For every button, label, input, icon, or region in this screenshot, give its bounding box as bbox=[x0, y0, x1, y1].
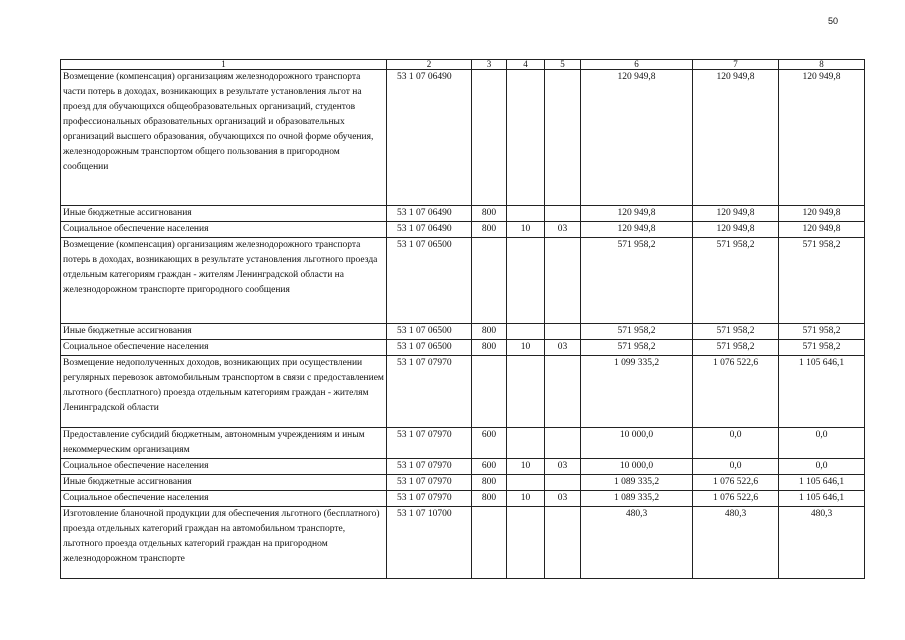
row-value-col6: 10 000,0 bbox=[581, 459, 693, 475]
row-value-col8: 571 958,2 bbox=[779, 238, 865, 324]
row-section bbox=[507, 356, 545, 428]
row-value-col7: 571 958,2 bbox=[693, 238, 779, 324]
table-row bbox=[61, 491, 865, 507]
row-value-col6: 1 089 335,2 bbox=[581, 475, 693, 491]
row-expense-type bbox=[472, 356, 507, 428]
table-row bbox=[61, 324, 865, 340]
row-section bbox=[507, 475, 545, 491]
row-value-col7: 1 076 522,6 bbox=[693, 475, 779, 491]
row-value-col8: 0,0 bbox=[779, 428, 865, 459]
row-value-col6: 1 089 335,2 bbox=[581, 491, 693, 507]
row-expense-type: 800 bbox=[472, 491, 507, 507]
row-name: Возмещение (компенсация) организациям железнодорожного транспорта части потерь в доходах, возникающих в результате установления льгот на проезд для обучающихся общеобразовательных организаций, студентов профессиональных образовательных организаций и образовательных организаций высшего образования, обучающихся по очной форме обучения, железнодорожным транспортом общего пользования в пригородном сообщении bbox=[61, 70, 387, 206]
table-row bbox=[61, 70, 865, 206]
row-expense-type bbox=[472, 238, 507, 324]
row-expense-type: 600 bbox=[472, 428, 507, 459]
row-subsection: 03 bbox=[545, 340, 581, 356]
row-name: Социальное обеспечение населения bbox=[61, 491, 387, 507]
header-col-2: 2 bbox=[387, 60, 472, 70]
row-section bbox=[507, 324, 545, 340]
budget-table bbox=[60, 59, 865, 579]
row-expense-type bbox=[472, 507, 507, 579]
row-value-col6: 120 949,8 bbox=[581, 206, 693, 222]
row-name: Иные бюджетные ассигнования bbox=[61, 324, 387, 340]
table-row bbox=[61, 428, 865, 459]
header-row bbox=[61, 60, 865, 70]
header-col-8: 8 bbox=[779, 60, 865, 70]
row-value-col8: 480,3 bbox=[779, 507, 865, 579]
row-value-col8: 0,0 bbox=[779, 459, 865, 475]
page-number: 50 bbox=[828, 16, 839, 26]
row-code: 53 1 07 07970 bbox=[387, 475, 472, 491]
row-name: Возмещение недополученных доходов, возникающих при осуществлении регулярных перевозок автомобильным транспортом в связи с предоставлением льготного (бесплатного) проезда отдельным категориям граждан - жителям Ленинградской области bbox=[61, 356, 387, 428]
row-code: 53 1 07 06490 bbox=[387, 70, 472, 206]
row-value-col8: 1 105 646,1 bbox=[779, 475, 865, 491]
row-expense-type: 800 bbox=[472, 206, 507, 222]
row-name: Изготовление бланочной продукции для обеспечения льготного (бесплатного) проезда отдельных категорий граждан на автомобильном транспорте, льготного проезда отдельных категорий граждан на пригородном железнодорожном транспорте bbox=[61, 507, 387, 579]
row-section: 10 bbox=[507, 222, 545, 238]
row-subsection: 03 bbox=[545, 222, 581, 238]
row-code: 53 1 07 07970 bbox=[387, 491, 472, 507]
row-expense-type bbox=[472, 70, 507, 206]
header-col-3: 3 bbox=[472, 60, 507, 70]
row-subsection bbox=[545, 206, 581, 222]
row-subsection bbox=[545, 475, 581, 491]
table-row bbox=[61, 238, 865, 324]
row-name: Социальное обеспечение населения bbox=[61, 222, 387, 238]
row-value-col8: 120 949,8 bbox=[779, 206, 865, 222]
row-subsection bbox=[545, 428, 581, 459]
row-code: 53 1 07 07970 bbox=[387, 459, 472, 475]
row-subsection: 03 bbox=[545, 459, 581, 475]
row-section bbox=[507, 238, 545, 324]
header-col-4: 4 bbox=[507, 60, 545, 70]
row-section: 10 bbox=[507, 459, 545, 475]
row-code: 53 1 07 06500 bbox=[387, 340, 472, 356]
row-expense-type: 800 bbox=[472, 475, 507, 491]
row-value-col8: 571 958,2 bbox=[779, 324, 865, 340]
row-section bbox=[507, 206, 545, 222]
row-code: 53 1 07 07970 bbox=[387, 428, 472, 459]
row-value-col7: 1 076 522,6 bbox=[693, 356, 779, 428]
row-value-col8: 571 958,2 bbox=[779, 340, 865, 356]
row-expense-type: 800 bbox=[472, 340, 507, 356]
row-code: 53 1 07 10700 bbox=[387, 507, 472, 579]
table-row bbox=[61, 459, 865, 475]
row-section bbox=[507, 507, 545, 579]
row-value-col7: 120 949,8 bbox=[693, 206, 779, 222]
table-row bbox=[61, 340, 865, 356]
row-value-col6: 10 000,0 bbox=[581, 428, 693, 459]
row-value-col8: 120 949,8 bbox=[779, 222, 865, 238]
row-section bbox=[507, 428, 545, 459]
header-col-5: 5 bbox=[545, 60, 581, 70]
row-subsection bbox=[545, 238, 581, 324]
table-row bbox=[61, 356, 865, 428]
row-section bbox=[507, 70, 545, 206]
table-row bbox=[61, 475, 865, 491]
row-subsection: 03 bbox=[545, 491, 581, 507]
row-value-col7: 120 949,8 bbox=[693, 70, 779, 206]
row-expense-type: 800 bbox=[472, 324, 507, 340]
row-value-col6: 1 099 335,2 bbox=[581, 356, 693, 428]
row-name: Социальное обеспечение населения bbox=[61, 340, 387, 356]
row-name: Предоставление субсидий бюджетным, автономным учреждениям и иным некоммерческим организациям bbox=[61, 428, 387, 459]
row-value-col7: 571 958,2 bbox=[693, 340, 779, 356]
row-value-col7: 480,3 bbox=[693, 507, 779, 579]
row-code: 53 1 07 06500 bbox=[387, 324, 472, 340]
row-code: 53 1 07 07970 bbox=[387, 356, 472, 428]
row-value-col6: 571 958,2 bbox=[581, 238, 693, 324]
row-section: 10 bbox=[507, 491, 545, 507]
row-value-col6: 120 949,8 bbox=[581, 70, 693, 206]
row-value-col8: 1 105 646,1 bbox=[779, 491, 865, 507]
row-value-col7: 0,0 bbox=[693, 428, 779, 459]
row-value-col8: 1 105 646,1 bbox=[779, 356, 865, 428]
row-expense-type: 800 bbox=[472, 222, 507, 238]
row-value-col6: 571 958,2 bbox=[581, 340, 693, 356]
row-subsection bbox=[545, 507, 581, 579]
header-col-6: 6 bbox=[581, 60, 693, 70]
row-value-col7: 1 076 522,6 bbox=[693, 491, 779, 507]
row-code: 53 1 07 06500 bbox=[387, 238, 472, 324]
row-expense-type: 600 bbox=[472, 459, 507, 475]
row-name: Иные бюджетные ассигнования bbox=[61, 475, 387, 491]
row-subsection bbox=[545, 70, 581, 206]
row-subsection bbox=[545, 356, 581, 428]
row-section: 10 bbox=[507, 340, 545, 356]
row-name: Иные бюджетные ассигнования bbox=[61, 206, 387, 222]
row-name: Социальное обеспечение населения bbox=[61, 459, 387, 475]
row-value-col8: 120 949,8 bbox=[779, 70, 865, 206]
row-value-col7: 120 949,8 bbox=[693, 222, 779, 238]
row-value-col6: 480,3 bbox=[581, 507, 693, 579]
table-row bbox=[61, 507, 865, 579]
table-row bbox=[61, 206, 865, 222]
row-value-col7: 0,0 bbox=[693, 459, 779, 475]
header-col-7: 7 bbox=[693, 60, 779, 70]
row-subsection bbox=[545, 324, 581, 340]
row-code: 53 1 07 06490 bbox=[387, 222, 472, 238]
table-body bbox=[61, 60, 865, 579]
row-value-col6: 120 949,8 bbox=[581, 222, 693, 238]
header-col-1: 1 bbox=[61, 60, 387, 70]
row-name: Возмещение (компенсация) организациям железнодорожного транспорта потерь в доходах, возникающих в результате установления льготного проезда отдельным категориям граждан - жителям Ленинградской области на железнодорожном транспорте пригородного сообщения bbox=[61, 238, 387, 324]
row-value-col6: 571 958,2 bbox=[581, 324, 693, 340]
row-code: 53 1 07 06490 bbox=[387, 206, 472, 222]
row-value-col7: 571 958,2 bbox=[693, 324, 779, 340]
table-row bbox=[61, 222, 865, 238]
